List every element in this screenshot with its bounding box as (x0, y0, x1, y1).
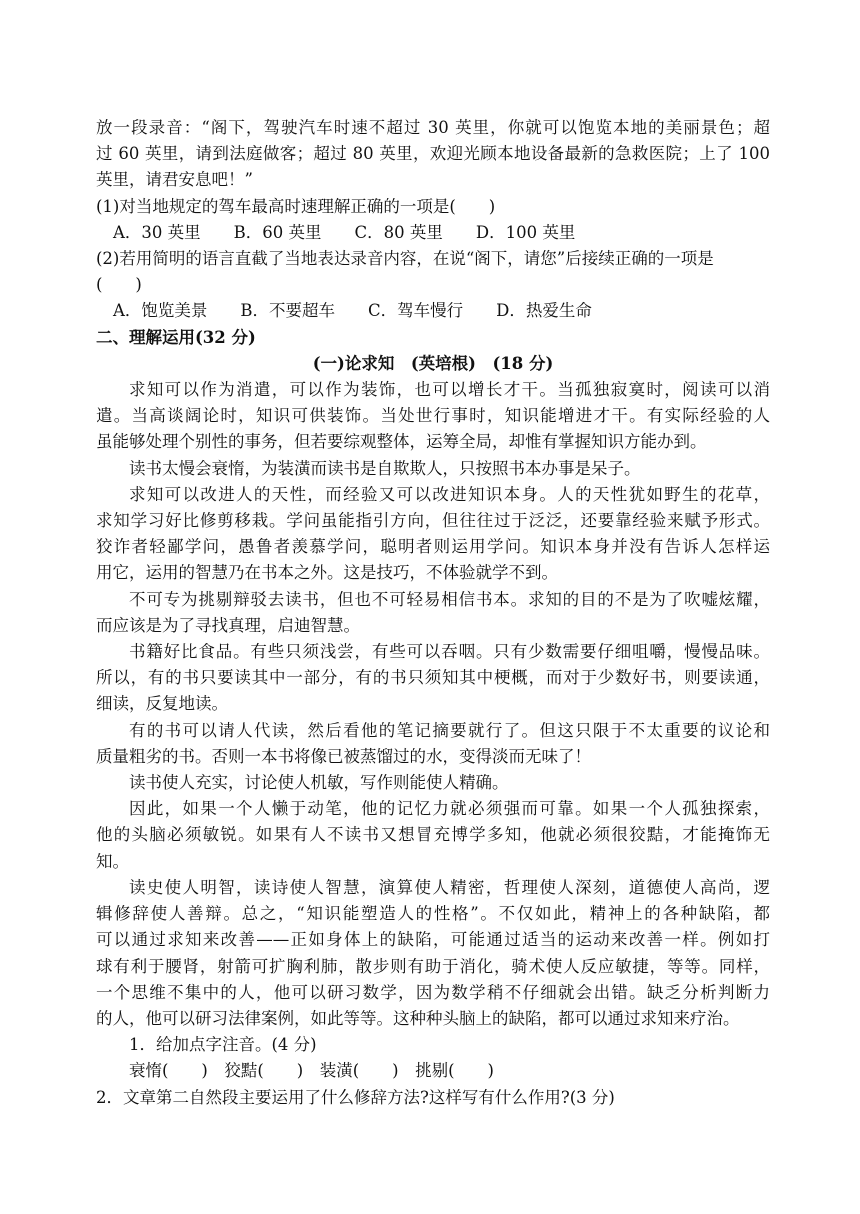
paragraph-line: 他的头脑必须敏锐。如果有人不读书又想冒充博学多知，他就必须很狡黠，才能掩饰无 (96, 825, 770, 845)
paragraph-line: 辑修辞使人善辩。总之，“知识能塑造人的性格”。不仅如此，精神上的各种缺陷，都 (96, 904, 770, 924)
paragraph (96, 482, 770, 587)
exercise-1 (96, 1032, 770, 1084)
intro-line: 放一段录音：“阁下，驾驶汽车时速不超过 30 英里，你就可以饱览本地的美丽景色；超 (96, 118, 770, 137)
paragraph-line: 书籍好比食品。有些只须浅尝，有些可以吞咽。只有少数需要仔细咀嚼，慢慢品味。 (129, 642, 770, 662)
paragraph-line: 用它，运用的智慧乃在书本之外。这是技巧，不体验就学不到。 (96, 563, 558, 583)
question-1-stem: (1)对当地规定的驾车最高时速理解正确的一项是( ) (96, 196, 496, 216)
question-2-block (96, 246, 770, 325)
paragraph-line: 求知可以作为消遣，可以作为装饰，也可以增长才干。当孤独寂寞时，阅读可以消 (129, 380, 770, 400)
paragraph-line: 有的书可以请人代读，然后看他的笔记摘要就行了。但这只限于不太重要的议论和 (129, 720, 770, 740)
paragraph-line: 求知学习好比修剪移栽。学问虽能指引方向，但往往过于泛泛，还要靠经验来赋予形式。 (96, 511, 770, 531)
exercise-1-items: 衰惰( ) 狡黠( ) 装潢( ) 挑剔( ) (129, 1061, 494, 1081)
paragraph-line: 的人，他可以研习法律案例，如此等等。这种种头脑上的缺陷，都可以通过求知来疗治。 (96, 1008, 740, 1028)
paragraph (96, 456, 770, 482)
article-title: (一)论求知 (英培根) (18 分) (312, 353, 554, 373)
intro-line: 过 60 英里，请到法庭做客；超过 80 英里，欢迎光顾本地设备最新的急救医院；上了 100 (96, 144, 770, 164)
paragraph (96, 796, 770, 875)
paragraph (96, 377, 770, 456)
exercise-1-stem: 1．给加点字注音。(4 分) (129, 1035, 317, 1055)
paragraph-line: 而应该是为了寻找真理，启迪智慧。 (96, 615, 360, 635)
paragraph-line: 读书使人充实，讨论使人机敏，写作则能使人精确。 (129, 773, 509, 793)
question-2-stem: (2)若用简明的语言直截了当地表达录音内容，在说“阁下，请您”后接续正确的一项是 (96, 249, 714, 269)
article-body (96, 377, 770, 1032)
paragraph (96, 639, 770, 718)
exercise-2-stem: 2．文章第二自然段主要运用了什么修辞方法?这样写有什么作用?(3 分) (96, 1087, 615, 1107)
paragraph-line: 虽能够处理个别性的事务，但若要综观整体，运筹全局，却惟有掌握知识方能办到。 (96, 432, 707, 452)
paragraph (96, 587, 770, 639)
section-heading: 二、理解运用(32 分) (96, 327, 256, 347)
paragraph-line: 求知可以改进人的天性，而经验又可以改进知识本身。人的天性犹如野生的花草， (129, 484, 770, 504)
paragraph (96, 875, 770, 1032)
paragraph-line: 细读，反复地读。 (96, 694, 228, 714)
paragraph-line: 不可专为挑剔辩驳去读书，但也不可轻易相信书本。求知的目的不是为了吹嘘炫耀， (129, 589, 770, 609)
paragraph-line: 知。 (96, 851, 129, 871)
document-page (96, 115, 770, 1111)
paragraph-line: 可以通过求知来改善——正如身体上的缺陷，可能通过适当的运动来改善一样。例如打 (96, 930, 770, 950)
paragraph-line: 质量粗劣的书。否则一本书将像已被蒸馏过的水，变得淡而无味了！ (96, 746, 591, 766)
question-2-options: A．饱览美景 B．不要超车 C．驾车慢行 D．热爱生命 (113, 301, 592, 321)
question-2-stem-cont: ( ) (96, 275, 142, 295)
paragraph-line: 所以，有的书只要读其中一部分，有的书只须知其中梗概，而对于少数好书，则要读通， (96, 668, 770, 688)
paragraph-line: 一个思维不集中的人，他可以研习数学，因为数学稍不仔细就会出错。缺乏分析判断力 (96, 982, 770, 1002)
paragraph-line: 读书太慢会衰惰，为装潢而读书是自欺欺人，只按照书本办事是呆子。 (129, 458, 641, 478)
paragraph (96, 718, 770, 770)
question-1-block (96, 194, 770, 246)
question-1-options: A．30 英里 B．60 英里 C．80 英里 D．100 英里 (113, 222, 576, 242)
exercise-2 (96, 1085, 770, 1111)
intro-line: 英里，请君安息吧！” (96, 170, 253, 190)
paragraph (96, 770, 770, 796)
intro-passage (96, 115, 770, 194)
paragraph-line: 遣。当高谈阔论时，知识可供装饰。当处世行事时，知识能增进才干。有实际经验的人 (96, 406, 770, 426)
paragraph-line: 狡诈者轻鄙学问，愚鲁者羡慕学问，聪明者则运用学问。知识本身并没有告诉人怎样运 (96, 537, 770, 557)
paragraph-line: 读史使人明智，读诗使人智慧，演算使人精密，哲理使人深刻，道德使人高尚，逻 (129, 877, 770, 897)
paragraph-line: 球有利于腰肾，射箭可扩胸利肺，散步则有助于消化，骑术使人反应敏捷，等等。同样， (96, 956, 770, 976)
paragraph-line: 因此，如果一个人懒于动笔，他的记忆力就必须强而可靠。如果一个人孤独探索， (129, 799, 770, 819)
